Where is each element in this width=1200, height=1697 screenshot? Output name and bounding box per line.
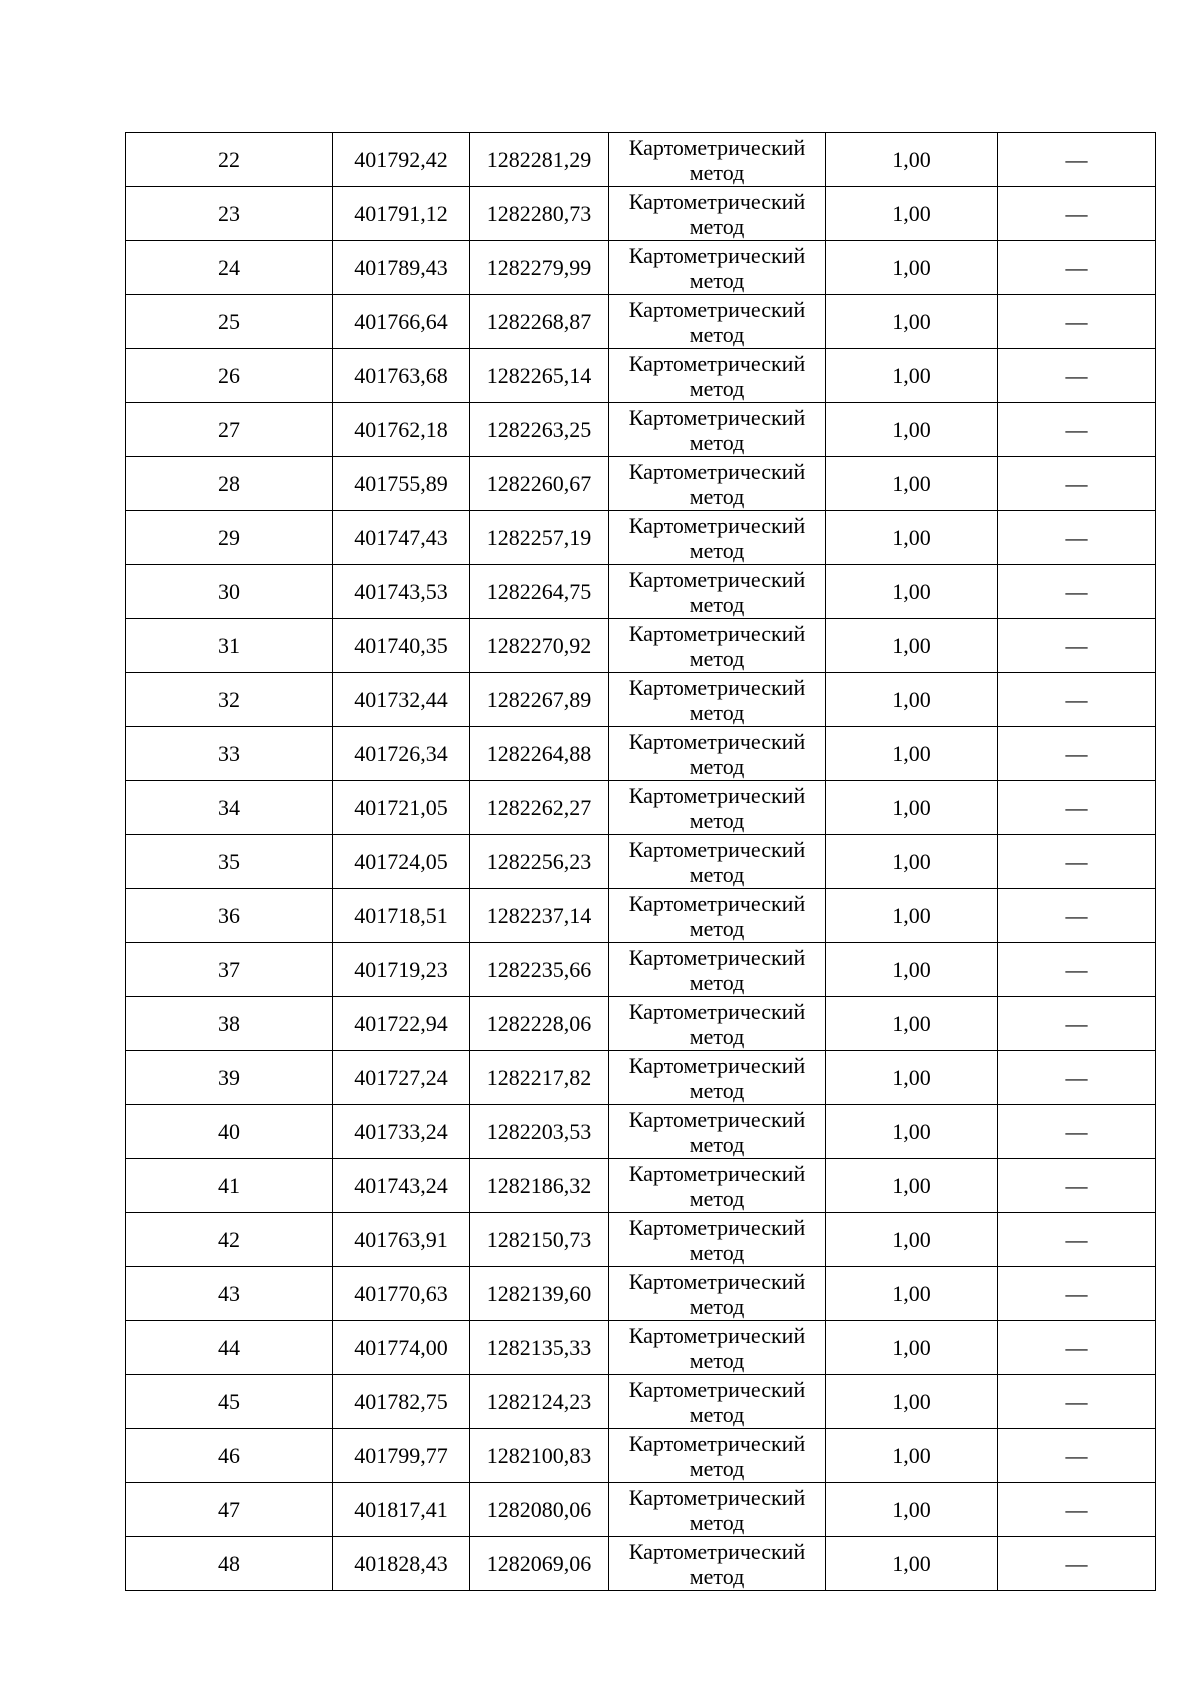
note-cell: —	[998, 133, 1156, 187]
note-cell: —	[998, 1375, 1156, 1429]
method-cell: Картометрический метод	[609, 457, 826, 511]
method-cell: Картометрический метод	[609, 1429, 826, 1483]
precision-cell: 1,00	[826, 997, 998, 1051]
precision-cell: 1,00	[826, 187, 998, 241]
table-row	[126, 727, 1156, 781]
x-coordinate-cell: 401817,41	[333, 1483, 470, 1537]
point-number-cell: 24	[126, 241, 333, 295]
point-number-cell: 26	[126, 349, 333, 403]
note-cell: —	[998, 1537, 1156, 1591]
x-coordinate-cell: 401721,05	[333, 781, 470, 835]
point-number-cell: 42	[126, 1213, 333, 1267]
x-coordinate-cell: 401719,23	[333, 943, 470, 997]
x-coordinate-cell: 401718,51	[333, 889, 470, 943]
x-coordinate-cell: 401727,24	[333, 1051, 470, 1105]
note-cell: —	[998, 1213, 1156, 1267]
note-cell: —	[998, 673, 1156, 727]
y-coordinate-cell: 1282217,82	[470, 1051, 609, 1105]
note-cell: —	[998, 889, 1156, 943]
point-number-cell: 47	[126, 1483, 333, 1537]
x-coordinate-cell: 401799,77	[333, 1429, 470, 1483]
point-number-cell: 27	[126, 403, 333, 457]
method-cell: Картометрический метод	[609, 1321, 826, 1375]
precision-cell: 1,00	[826, 457, 998, 511]
precision-cell: 1,00	[826, 943, 998, 997]
method-cell: Картометрический метод	[609, 1483, 826, 1537]
point-number-cell: 38	[126, 997, 333, 1051]
table-row	[126, 403, 1156, 457]
precision-cell: 1,00	[826, 1429, 998, 1483]
x-coordinate-cell: 401791,12	[333, 187, 470, 241]
point-number-cell: 45	[126, 1375, 333, 1429]
y-coordinate-cell: 1282100,83	[470, 1429, 609, 1483]
x-coordinate-cell: 401755,89	[333, 457, 470, 511]
x-coordinate-cell: 401763,91	[333, 1213, 470, 1267]
table-row	[126, 1321, 1156, 1375]
y-coordinate-cell: 1282265,14	[470, 349, 609, 403]
x-coordinate-cell: 401782,75	[333, 1375, 470, 1429]
table-row	[126, 295, 1156, 349]
table-row	[126, 241, 1156, 295]
y-coordinate-cell: 1282270,92	[470, 619, 609, 673]
table-row	[126, 781, 1156, 835]
precision-cell: 1,00	[826, 781, 998, 835]
precision-cell: 1,00	[826, 1051, 998, 1105]
table-row	[126, 673, 1156, 727]
point-number-cell: 31	[126, 619, 333, 673]
precision-cell: 1,00	[826, 133, 998, 187]
precision-cell: 1,00	[826, 1105, 998, 1159]
point-number-cell: 23	[126, 187, 333, 241]
precision-cell: 1,00	[826, 349, 998, 403]
x-coordinate-cell: 401763,68	[333, 349, 470, 403]
table-row	[126, 1267, 1156, 1321]
table-row	[126, 835, 1156, 889]
note-cell: —	[998, 565, 1156, 619]
method-cell: Картометрический метод	[609, 241, 826, 295]
y-coordinate-cell: 1282069,06	[470, 1537, 609, 1591]
table-row	[126, 1537, 1156, 1591]
table-body	[126, 133, 1156, 1591]
x-coordinate-cell: 401828,43	[333, 1537, 470, 1591]
x-coordinate-cell: 401792,42	[333, 133, 470, 187]
note-cell: —	[998, 1267, 1156, 1321]
y-coordinate-cell: 1282281,29	[470, 133, 609, 187]
note-cell: —	[998, 781, 1156, 835]
note-cell: —	[998, 835, 1156, 889]
precision-cell: 1,00	[826, 889, 998, 943]
method-cell: Картометрический метод	[609, 187, 826, 241]
note-cell: —	[998, 1159, 1156, 1213]
point-number-cell: 37	[126, 943, 333, 997]
x-coordinate-cell: 401743,53	[333, 565, 470, 619]
y-coordinate-cell: 1282262,27	[470, 781, 609, 835]
precision-cell: 1,00	[826, 1483, 998, 1537]
method-cell: Картометрический метод	[609, 1051, 826, 1105]
y-coordinate-cell: 1282235,66	[470, 943, 609, 997]
x-coordinate-cell: 401762,18	[333, 403, 470, 457]
method-cell: Картометрический метод	[609, 565, 826, 619]
method-cell: Картометрический метод	[609, 781, 826, 835]
point-number-cell: 36	[126, 889, 333, 943]
note-cell: —	[998, 943, 1156, 997]
x-coordinate-cell: 401774,00	[333, 1321, 470, 1375]
y-coordinate-cell: 1282228,06	[470, 997, 609, 1051]
precision-cell: 1,00	[826, 1537, 998, 1591]
y-coordinate-cell: 1282139,60	[470, 1267, 609, 1321]
point-number-cell: 43	[126, 1267, 333, 1321]
point-number-cell: 22	[126, 133, 333, 187]
method-cell: Картометрический метод	[609, 511, 826, 565]
method-cell: Картометрический метод	[609, 1375, 826, 1429]
point-number-cell: 30	[126, 565, 333, 619]
y-coordinate-cell: 1282268,87	[470, 295, 609, 349]
precision-cell: 1,00	[826, 565, 998, 619]
table-row	[126, 1105, 1156, 1159]
point-number-cell: 28	[126, 457, 333, 511]
note-cell: —	[998, 1321, 1156, 1375]
note-cell: —	[998, 403, 1156, 457]
precision-cell: 1,00	[826, 1321, 998, 1375]
note-cell: —	[998, 241, 1156, 295]
note-cell: —	[998, 1429, 1156, 1483]
table-row	[126, 187, 1156, 241]
y-coordinate-cell: 1282267,89	[470, 673, 609, 727]
table-row	[126, 1375, 1156, 1429]
y-coordinate-cell: 1282260,67	[470, 457, 609, 511]
table-row	[126, 943, 1156, 997]
method-cell: Картометрический метод	[609, 835, 826, 889]
x-coordinate-cell: 401747,43	[333, 511, 470, 565]
method-cell: Картометрический метод	[609, 997, 826, 1051]
table-row	[126, 133, 1156, 187]
x-coordinate-cell: 401732,44	[333, 673, 470, 727]
y-coordinate-cell: 1282264,88	[470, 727, 609, 781]
x-coordinate-cell: 401789,43	[333, 241, 470, 295]
point-number-cell: 48	[126, 1537, 333, 1591]
precision-cell: 1,00	[826, 1375, 998, 1429]
table-row	[126, 565, 1156, 619]
y-coordinate-cell: 1282080,06	[470, 1483, 609, 1537]
note-cell: —	[998, 1051, 1156, 1105]
method-cell: Картометрический метод	[609, 349, 826, 403]
precision-cell: 1,00	[826, 241, 998, 295]
coordinates-table	[125, 132, 1156, 1591]
point-number-cell: 25	[126, 295, 333, 349]
x-coordinate-cell: 401726,34	[333, 727, 470, 781]
method-cell: Картометрический метод	[609, 403, 826, 457]
table-row	[126, 349, 1156, 403]
precision-cell: 1,00	[826, 403, 998, 457]
method-cell: Картометрический метод	[609, 1105, 826, 1159]
x-coordinate-cell: 401724,05	[333, 835, 470, 889]
precision-cell: 1,00	[826, 835, 998, 889]
point-number-cell: 32	[126, 673, 333, 727]
note-cell: —	[998, 187, 1156, 241]
y-coordinate-cell: 1282124,23	[470, 1375, 609, 1429]
precision-cell: 1,00	[826, 1267, 998, 1321]
note-cell: —	[998, 727, 1156, 781]
method-cell: Картометрический метод	[609, 727, 826, 781]
table-row	[126, 1213, 1156, 1267]
method-cell: Картометрический метод	[609, 1537, 826, 1591]
point-number-cell: 33	[126, 727, 333, 781]
point-number-cell: 34	[126, 781, 333, 835]
x-coordinate-cell: 401733,24	[333, 1105, 470, 1159]
note-cell: —	[998, 619, 1156, 673]
table-row	[126, 1483, 1156, 1537]
method-cell: Картометрический метод	[609, 673, 826, 727]
y-coordinate-cell: 1282135,33	[470, 1321, 609, 1375]
y-coordinate-cell: 1282279,99	[470, 241, 609, 295]
precision-cell: 1,00	[826, 1213, 998, 1267]
note-cell: —	[998, 457, 1156, 511]
table-row	[126, 889, 1156, 943]
method-cell: Картометрический метод	[609, 1213, 826, 1267]
note-cell: —	[998, 511, 1156, 565]
x-coordinate-cell: 401770,63	[333, 1267, 470, 1321]
method-cell: Картометрический метод	[609, 295, 826, 349]
note-cell: —	[998, 1483, 1156, 1537]
table-row	[126, 457, 1156, 511]
point-number-cell: 46	[126, 1429, 333, 1483]
note-cell: —	[998, 1105, 1156, 1159]
method-cell: Картометрический метод	[609, 619, 826, 673]
y-coordinate-cell: 1282186,32	[470, 1159, 609, 1213]
point-number-cell: 41	[126, 1159, 333, 1213]
precision-cell: 1,00	[826, 295, 998, 349]
method-cell: Картометрический метод	[609, 133, 826, 187]
y-coordinate-cell: 1282280,73	[470, 187, 609, 241]
method-cell: Картометрический метод	[609, 1267, 826, 1321]
point-number-cell: 40	[126, 1105, 333, 1159]
note-cell: —	[998, 997, 1156, 1051]
y-coordinate-cell: 1282257,19	[470, 511, 609, 565]
point-number-cell: 39	[126, 1051, 333, 1105]
point-number-cell: 29	[126, 511, 333, 565]
table-row	[126, 619, 1156, 673]
table-row	[126, 1159, 1156, 1213]
table-row	[126, 1051, 1156, 1105]
table-row	[126, 511, 1156, 565]
precision-cell: 1,00	[826, 673, 998, 727]
table-row	[126, 1429, 1156, 1483]
point-number-cell: 44	[126, 1321, 333, 1375]
y-coordinate-cell: 1282203,53	[470, 1105, 609, 1159]
x-coordinate-cell: 401722,94	[333, 997, 470, 1051]
method-cell: Картометрический метод	[609, 1159, 826, 1213]
method-cell: Картометрический метод	[609, 943, 826, 997]
x-coordinate-cell: 401743,24	[333, 1159, 470, 1213]
x-coordinate-cell: 401740,35	[333, 619, 470, 673]
x-coordinate-cell: 401766,64	[333, 295, 470, 349]
precision-cell: 1,00	[826, 511, 998, 565]
y-coordinate-cell: 1282237,14	[470, 889, 609, 943]
precision-cell: 1,00	[826, 619, 998, 673]
note-cell: —	[998, 349, 1156, 403]
table-row	[126, 997, 1156, 1051]
y-coordinate-cell: 1282263,25	[470, 403, 609, 457]
method-cell: Картометрический метод	[609, 889, 826, 943]
point-number-cell: 35	[126, 835, 333, 889]
precision-cell: 1,00	[826, 1159, 998, 1213]
note-cell: —	[998, 295, 1156, 349]
precision-cell: 1,00	[826, 727, 998, 781]
y-coordinate-cell: 1282150,73	[470, 1213, 609, 1267]
y-coordinate-cell: 1282264,75	[470, 565, 609, 619]
y-coordinate-cell: 1282256,23	[470, 835, 609, 889]
